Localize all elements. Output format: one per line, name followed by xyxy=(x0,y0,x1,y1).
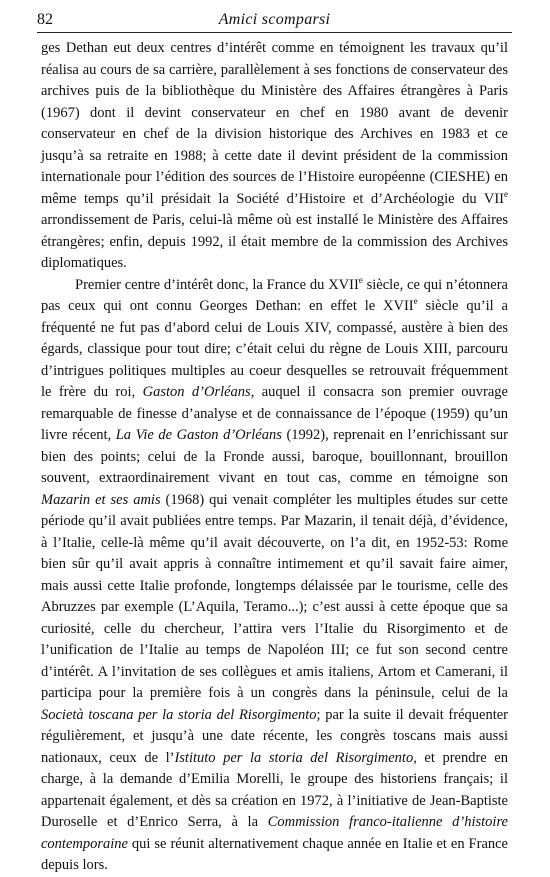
italic-title: Istituto per la storia del Risorgimento xyxy=(174,749,414,766)
italic-title: Società toscana per la storia del Risorgimento xyxy=(41,706,317,723)
running-title: Amici scomparsi xyxy=(218,11,331,28)
page-number: 82 xyxy=(37,11,53,28)
text-run: ges Dethan eut deux centres d’intérêt comme en témoignent les travaux qu’il réalisa au cours de sa carrière, parallèlement à ses fonctions de conservateur des archives puis de la bibliothèque du Ministère des Affaires étrangères à Paris (1967) dont il devint conservateur en chef en 1980 avant de devenir conservateur en chef de la division historique des Archives en 1983 et ce jusqu’à sa retraite en 1988; à cette date il devint président de la commission internationale pour l’édition des sources de l’Histoire européenne (CIESHE) en même temps qu’il présidait la Société d’Histoire et d’Archéologie du VII xyxy=(41,40,508,207)
text-run: ; par la suite il devait fréquenter régulièrement, et jusqu’à une date récente, les congrès toscans mais aussi nationaux, ceux de l’ xyxy=(41,706,508,766)
text-run: arrondissement de Paris, celui-là même où est installé le Ministère des Affaires étrangères; enfin, depuis 1992, il était membre de la commission des Archives diplomatiques. xyxy=(41,212,508,271)
text-run: siècle qu’il a fréquenté ne fut pas d’abord celui de Louis XIV, compassé, austère à bien des égards, classique pour tout dire; c’était celui du règne de Louis XIII, parcouru d’intrigues politiques multiples au coeur desquelles se retrouvait fréquemment le frère du roi, xyxy=(41,298,508,400)
paragraph xyxy=(41,38,508,275)
text-run: , auquel il consacra son premier ouvrage remarquable de finesse d’analyse et de connaissance de l’époque (1959) qu’un livre récent, xyxy=(41,384,508,443)
text-run: (1992), reprenait en l’enrichissant sur bien des points; celui de la Fronde aussi, baroque, bouillonnant, brouillon souvent, extraordinairement vivant en tout cas, comme en témoigne son xyxy=(41,427,508,486)
italic-title: Mazarin et ses amis xyxy=(41,491,161,508)
superscript: e xyxy=(413,296,418,307)
page-header xyxy=(37,10,512,33)
italic-title: Gaston d’Orléans xyxy=(142,384,251,400)
superscript: e xyxy=(504,188,508,199)
text-run: , et prendre en charge, à la demande d’Emilia Morelli, le groupe des historiens français; il appartenait également, et dès sa création en 1972, à l’initiative de Jean-Baptiste Duroselle et d’Enrico Serra, à la xyxy=(41,749,508,830)
paragraph xyxy=(41,275,508,877)
text-run: Premier centre d’intérêt donc, la France du XVII xyxy=(75,276,359,293)
superscript: e xyxy=(358,274,363,285)
italic-title: Commission franco-italienne d’histoire contemporaine xyxy=(41,814,508,852)
text-run: (1968) qui venait compléter les multiples études sur cette période qu’il avait publiées entre temps. Par Mazarin, il tenait déjà, d’évidence, à l’Italie, celle-là même qu’il avait découverte, on l’a dit, en 1952-53: Rome bien sûr qu’il avait appris à connaître intimement et qu’il savait faire aimer, mais aussi cette Italie profonde, longtemps délaissée par le tourisme, celle des Abruzzes par exemple (L’Aquila, Teramo...); c’est aussi à cette époque que sa curiosité, celle du chercheur, l’attira vers l’Italie du Risorgimento et de l’unification de l’Italie au temps de Napoléon III; ce fut son second centre d’intérêt. A l’invitation de ses collègues et amis italiens, Artom et Camerani, il participa pour la première fois à un congrès dans la péninsule, celui de la xyxy=(41,491,508,701)
text-run: qui se réunit alternativement chaque année en Italie et en France depuis lors. xyxy=(41,835,508,873)
italic-title: La Vie de Gaston d’Orléans xyxy=(115,427,282,443)
text-run: siècle, ce qui n’étonnera pas ceux qui ont connu Georges Dethan: en effet le XVII xyxy=(41,276,508,314)
body-text xyxy=(41,38,508,877)
